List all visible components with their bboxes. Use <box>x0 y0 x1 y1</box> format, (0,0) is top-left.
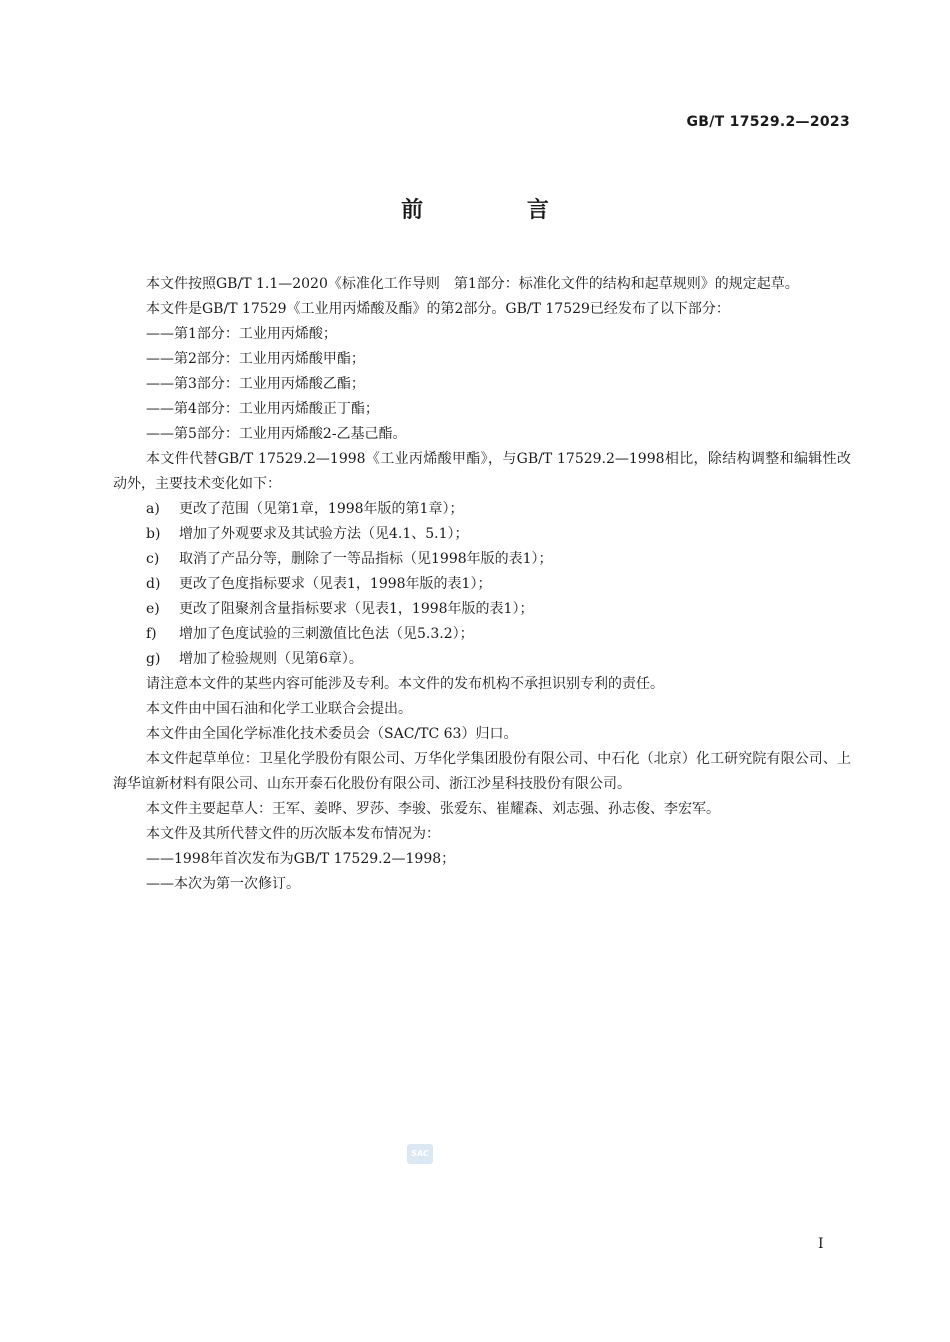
standard-number: GB/T 17529.2—2023 <box>686 114 850 130</box>
list-item-label: g) <box>146 651 161 667</box>
paragraph-parts-intro: 本文件是GB/T 17529《工业用丙烯酸及酯》的第2部分。GB/T 17529已经发布了以下部分： <box>146 301 730 317</box>
list-item-change-a <box>113 497 851 522</box>
page-number: I <box>818 1236 824 1252</box>
list-item-part-3: ——第3部分：工业用丙烯酸乙酯； <box>146 376 365 392</box>
list-item-change-c <box>113 547 851 572</box>
list-item-change-b <box>113 522 851 547</box>
list-item-label: b) <box>146 526 161 542</box>
list-item-text: 更改了阻聚剂含量指标要求（见表1，1998年版的表1）； <box>179 601 534 617</box>
list-item-label: f) <box>146 626 157 642</box>
sac-watermark-logo: SAC <box>407 1144 433 1164</box>
paragraph-drafting-rules: 本文件按照GB/T 1.1—2020《标准化工作导则 第1部分：标准化文件的结构和起草规则》的规定起草。 <box>146 276 799 292</box>
list-item-label: e) <box>146 601 160 617</box>
paragraph-committee: 本文件由全国化学标准化技术委员会（SAC/TC 63）归口。 <box>146 726 518 742</box>
list-item-text: 取消了产品分等，删除了一等品指标（见1998年版的表1）； <box>179 551 553 567</box>
paragraph-drafting-units: 本文件起草单位：卫星化学股份有限公司、万华化学集团股份有限公司、中石化（北京）化工研究院有限公司、上海华谊新材料有限公司、山东开泰石化股份有限公司、浙江沙星科技股份有限公司。 <box>113 751 851 792</box>
list-item-text: 更改了色度指标要求（见表1，1998年版的表1）； <box>179 576 492 592</box>
list-item-part-5: ——第5部分：工业用丙烯酸2-乙基己酯。 <box>146 426 407 442</box>
paragraph-patent-notice: 请注意本文件的某些内容可能涉及专利。本文件的发布机构不承担识别专利的责任。 <box>146 676 664 692</box>
list-item-part-4: ——第4部分：工业用丙烯酸正丁酯； <box>146 401 379 417</box>
list-item-label: a) <box>146 501 160 517</box>
list-item-part-2: ——第2部分：工业用丙烯酸甲酯； <box>146 351 365 367</box>
list-item-label: c) <box>146 551 160 567</box>
list-item-text: 增加了色度试验的三刺激值比色法（见5.3.2）； <box>179 626 474 642</box>
paragraph-proposer: 本文件由中国石油和化学工业联合会提出。 <box>146 701 412 717</box>
list-item-label: d) <box>146 576 161 592</box>
paragraph-replacement: 本文件代替GB/T 17529.2—1998《工业丙烯酸甲酯》，与GB/T 17529.2—1998相比，除结构调整和编辑性改动外，主要技术变化如下： <box>113 451 851 492</box>
list-item-text: 增加了检验规则（见第6章）。 <box>179 651 363 667</box>
page-title: 前 言 <box>401 198 597 223</box>
paragraph-history-intro: 本文件及其所代替文件的历次版本发布情况为： <box>146 826 440 842</box>
list-item-change-f <box>113 622 851 647</box>
list-item-change-g <box>113 647 851 672</box>
list-item-history-1: ——1998年首次发布为GB/T 17529.2—1998； <box>146 851 456 867</box>
list-item-change-d <box>113 572 851 597</box>
list-item-part-1: ——第1部分：工业用丙烯酸； <box>146 326 337 342</box>
foreword-body <box>113 272 851 897</box>
paragraph-drafters: 本文件主要起草人：王军、姜晔、罗莎、李骏、张爱东、崔耀森、刘志强、孙志俊、李宏军。 <box>146 801 720 817</box>
list-item-text: 更改了范围（见第1章，1998年版的第1章）； <box>179 501 464 517</box>
list-item-history-2: ——本次为第一次修订。 <box>146 876 300 892</box>
list-item-text: 增加了外观要求及其试验方法（见4.1、5.1）； <box>179 526 469 542</box>
list-item-change-e <box>113 597 851 622</box>
